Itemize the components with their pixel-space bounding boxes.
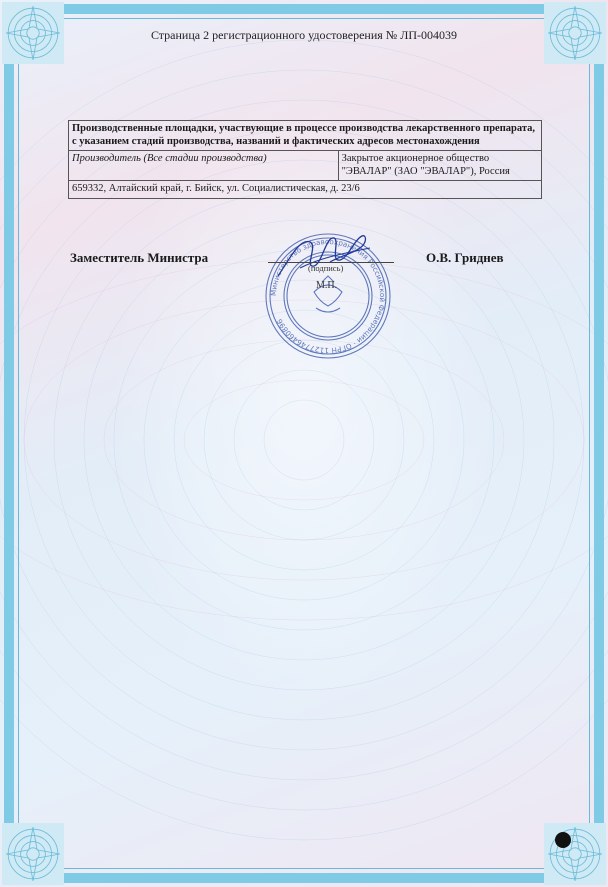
- manufacturer-address: 659332, Алтайский край, г. Бийск, ул. Социалистическая, д. 23/6: [69, 181, 542, 199]
- table-heading: Производственные площадки, участвующие в процессе производства лекарственного препарата, с указанием стадий производства, названий и фактических адресов местонахождения: [69, 121, 542, 151]
- manufacturer-label: Производитель (Все стадии производства): [69, 151, 339, 181]
- table-row: [69, 121, 542, 151]
- table-row: [69, 151, 542, 181]
- signatory-position: Заместитель Министра: [70, 250, 209, 265]
- svg-text:Министерство здравоохранения Р: Министерство здравоохранения Российской Федерации · ОГРН 1127746460896: [268, 236, 388, 356]
- handwritten-signature-icon: [270, 228, 380, 288]
- corner-ornament-icon: [2, 823, 64, 885]
- page-title: Страница 2 регистрационного удостоверения № ЛП-004039: [150, 28, 458, 42]
- signature-caption: (подпись): [308, 263, 344, 273]
- seal-caption: М.П.: [316, 280, 338, 291]
- punch-hole: [555, 832, 571, 848]
- manufacturer-value: Закрытое акционерное общество "ЭВАЛАР" (ЗАО "ЭВАЛАР"), Россия: [338, 151, 541, 181]
- table-row: [69, 181, 542, 199]
- signatory-name: О.В. Гриднев: [426, 250, 504, 265]
- corner-ornament-icon: [544, 823, 606, 885]
- manufacturing-sites-table: [68, 120, 542, 199]
